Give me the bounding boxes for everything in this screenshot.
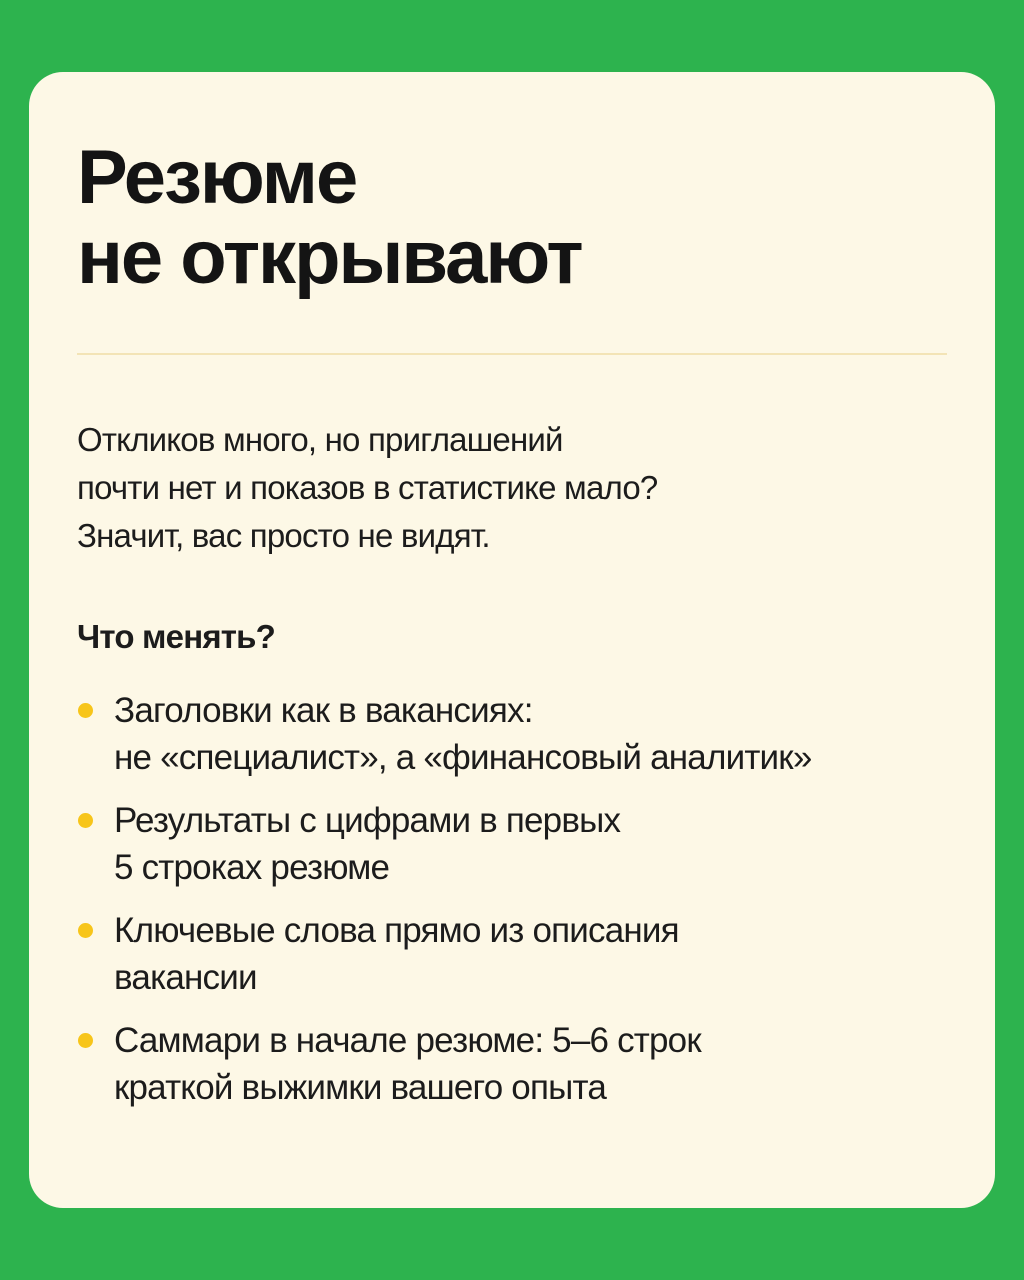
title-line-1: Резюме <box>77 135 357 220</box>
list-item-line-2: вакансии <box>114 958 257 997</box>
list-item <box>77 907 957 1001</box>
list-item-line-2: 5 строках резюме <box>114 848 390 887</box>
list-item-line-1: Результаты с цифрами в первых <box>114 801 621 840</box>
divider <box>77 353 947 355</box>
list-item <box>77 797 957 891</box>
list-item-text <box>114 687 957 781</box>
list-item-line-1: Ключевые слова прямо из описания <box>114 911 679 950</box>
intro-line-3: Значит, вас просто не видят. <box>77 517 490 554</box>
list-item <box>77 1017 957 1111</box>
list-item <box>77 687 957 781</box>
bullet-dot-icon <box>78 923 93 938</box>
intro-paragraph <box>77 416 937 560</box>
intro-line-1: Откликов много, но приглашений <box>77 421 563 458</box>
tips-list <box>77 687 957 1127</box>
page-title <box>77 135 582 300</box>
list-item-text <box>114 797 957 891</box>
list-item-text <box>114 907 957 1001</box>
list-item-line-1: Заголовки как в вакансиях: <box>114 691 533 730</box>
bullet-dot-icon <box>78 1033 93 1048</box>
content-card <box>29 72 995 1208</box>
list-item-line-2: краткой выжимки вашего опыта <box>114 1068 606 1107</box>
list-item-line-2: не «специалист», а «финансовый аналитик» <box>114 738 812 777</box>
section-subheading: Что менять? <box>77 618 275 655</box>
title-line-2: не открывают <box>77 215 582 300</box>
list-item-text <box>114 1017 957 1111</box>
intro-line-2: почти нет и показов в статистике мало? <box>77 469 658 506</box>
bullet-dot-icon <box>78 703 93 718</box>
list-item-line-1: Саммари в начале резюме: 5–6 строк <box>114 1021 701 1060</box>
bullet-dot-icon <box>78 813 93 828</box>
